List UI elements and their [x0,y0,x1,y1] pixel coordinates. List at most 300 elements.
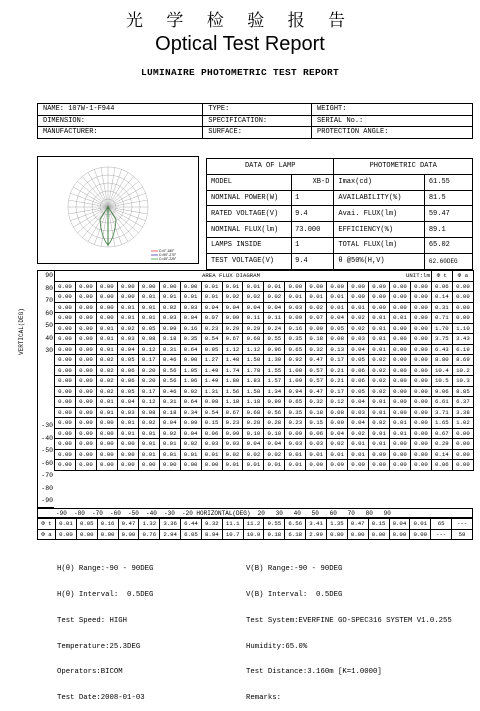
flux-cell: 0.01 [285,460,306,471]
phi-a-cell: 8.69 [452,355,473,366]
flux-cell: 0.01 [96,344,117,355]
flux-cell: 0.01 [117,313,138,324]
flux-row [55,302,474,313]
flux-cell: 0.10 [243,428,264,439]
flux-cell: 0.13 [327,344,348,355]
flux-cell: 0.21 [327,365,348,376]
total-cell: 59 [452,529,473,540]
flux-cell: 0.21 [327,376,348,387]
flux-cell: 0.00 [75,281,96,292]
flux-cell: 0.02 [264,449,285,460]
flux-cell: 0.00 [55,302,76,313]
lamp-param-label: LAMPS INSIDE [207,237,292,253]
flux-cell: 0.00 [138,460,159,471]
flux-cell: 0.07 [306,313,327,324]
flux-cell: 0.00 [75,365,96,376]
flux-cell: 0.02 [369,365,390,376]
y-tick-label: 70 [45,297,53,304]
flux-cell: 0.09 [327,418,348,429]
flux-cell: 1.34 [264,386,285,397]
flux-cell: 0.04 [264,439,285,450]
flux-cell: 0.15 [306,418,327,429]
flux-cell: 0.04 [348,418,369,429]
meta-line: V(B) Range:-90 - 90DEG [246,565,343,574]
total-cell: 3.41 [306,519,327,530]
flux-cell: 1.48 [222,355,243,366]
flux-cell: 0.00 [75,313,96,324]
flux-cell: 0.00 [410,439,431,450]
flux-cell: 0.01 [159,439,180,450]
flux-cell: 0.01 [327,449,348,460]
lamp-param-value: 1 [292,237,334,253]
flux-cell: 0.00 [410,355,431,366]
flux-cell: 0.68 [243,407,264,418]
flux-cell: 1.50 [243,355,264,366]
flux-cell: 0.00 [410,292,431,303]
flux-cell: 0.02 [96,386,117,397]
total-cell: 2.94 [160,529,181,540]
flux-cell: 0.03 [285,439,306,450]
flux-cell: 0.10 [264,428,285,439]
phi-t-cell: 0.06 [431,281,452,292]
total-cell: 0.76 [139,529,160,540]
flux-cell: 0.00 [390,376,411,387]
legend-entry: C=45°-225° [159,257,177,261]
flux-cell: 0.46 [159,355,180,366]
flux-cell: 0.01 [243,281,264,292]
flux-cell: 1.27 [201,355,222,366]
flux-cell: 0.02 [180,439,201,450]
flux-cell: 0.04 [243,439,264,450]
flux-cell: 0.57 [306,365,327,376]
photometric-value: 61.55 [424,174,472,190]
flux-cell: 0.31 [159,397,180,408]
flux-cell: 0.00 [96,302,117,313]
flux-cell: 0.00 [348,281,369,292]
row-label: Φ a [38,529,56,540]
flux-cell: 0.09 [285,313,306,324]
flux-cell: 0.08 [138,407,159,418]
flux-cell: 0.05 [117,355,138,366]
phi-a-cell: 1.02 [452,418,473,429]
flux-cell: 0.04 [264,302,285,313]
flux-row [55,439,474,450]
flux-cell: 0.98 [201,397,222,408]
flux-cell: 0.01 [243,460,264,471]
flux-cell: 0.00 [410,365,431,376]
total-cell: 0.15 [368,519,389,530]
flux-cell: 0.04 [348,344,369,355]
flux-cell: 0.00 [390,365,411,376]
phi-t-column-header: Φ t [431,271,452,282]
flux-cell: 0.00 [327,460,348,471]
flux-row [55,323,474,334]
flux-cell: 0.01 [138,292,159,303]
flux-cell: 0.02 [96,355,117,366]
flux-cell: 0.00 [327,281,348,292]
flux-cell: 0.34 [180,407,201,418]
flux-cell: 0.04 [327,313,348,324]
flux-cell: 0.64 [180,344,201,355]
flux-cell: 0.01 [96,323,117,334]
lamp-data-table [206,158,473,270]
flux-cell: 0.01 [222,281,243,292]
flux-cell: 0.01 [201,292,222,303]
flux-cell: 0.18 [159,407,180,418]
flux-cell: 0.20 [138,365,159,376]
flux-cell: 0.65 [285,344,306,355]
flux-cell: 0.02 [348,428,369,439]
total-cell: 8.94 [201,529,222,540]
total-cell: 0.80 [326,529,347,540]
flux-row [55,281,474,292]
flux-row [55,418,474,429]
flux-cell: 0.92 [285,355,306,366]
flux-cell: 0.01 [159,449,180,460]
total-cell: 1.35 [326,519,347,530]
phi-t-cell: 10.4 [431,365,452,376]
flux-cell: 0.01 [138,302,159,313]
y-axis-label: VERTICAL(DEG) [18,308,25,355]
phi-t-row [38,519,473,530]
flux-row [55,386,474,397]
flux-cell: 0.00 [75,460,96,471]
flux-cell: 0.96 [264,344,285,355]
flux-cell: 0.56 [264,407,285,418]
flux-cell: 0.00 [55,386,76,397]
total-cell: 0.05 [76,519,97,530]
row-label: Φ t [38,519,56,530]
flux-row [55,365,474,376]
flux-cell: 0.00 [55,418,76,429]
flux-cell: 0.16 [285,323,306,334]
flux-row [55,355,474,366]
flux-cell: 1.09 [285,376,306,387]
flux-cell: 1.18 [243,397,264,408]
flux-cell: 0.02 [348,313,369,324]
flux-cell: 0.00 [410,313,431,324]
flux-cell: 0.00 [55,355,76,366]
total-cell: --- [431,529,452,540]
flux-cell: 0.00 [369,302,390,313]
flux-cell: 0.23 [285,418,306,429]
photometric-value: 81.5 [424,190,472,206]
flux-cell: 0.17 [138,355,159,366]
test-conditions-left [57,548,153,711]
flux-cell: 0.01 [390,428,411,439]
report-title-chinese: 光 学 检 验 报 告 [125,11,355,31]
meta-line: H(θ) Interval: 0.5DEG [57,590,154,599]
x-axis-ticks: -90 -80 -70 -60 -50 -40 -30 -20 HORIZONTAL(DEG) 20 30 40 50 60 70 80 90 [56,510,391,517]
total-cell: 9.32 [201,519,222,530]
phi-a-cell: 0.00 [452,428,473,439]
flux-row [55,407,474,418]
flux-cell: 0.67 [222,334,243,345]
flux-cell: 0.00 [390,407,411,418]
flux-row [55,428,474,439]
area-flux-table [54,270,474,471]
photometric-data-header: PHOTOMETRIC DATA [334,159,473,175]
flux-cell: 0.00 [75,407,96,418]
flux-cell: 0.04 [243,302,264,313]
flux-cell: 0.99 [264,397,285,408]
lamp-header-row [207,159,473,175]
flux-cell: 0.00 [55,449,76,460]
flux-cell: 0.04 [180,313,201,324]
specification-field: SPECIFICATION: [203,115,312,127]
flux-cell: 0.01 [369,397,390,408]
total-cell: 10.7 [222,529,243,540]
y-tick-label: 80 [45,284,53,292]
flux-cell: 0.03 [201,439,222,450]
total-cell: 0.00 [56,529,77,540]
info-table [37,103,473,139]
flux-cell: 0.01 [369,439,390,450]
flux-cell: 0.00 [117,292,138,303]
flux-cell: 0.02 [264,292,285,303]
flux-cell: 0.00 [369,449,390,460]
phi-t-cell: 0.06 [431,460,452,471]
photometric-label: EFFICIENCY(%) [334,222,424,238]
flux-cell: 0.23 [201,323,222,334]
flux-row [55,460,474,471]
flux-cell: 0.09 [306,323,327,334]
flux-cell: 0.04 [327,428,348,439]
flux-cell: 0.00 [55,292,76,303]
flux-cell: 0.18 [306,334,327,345]
phi-t-cell: 0.29 [431,439,452,450]
flux-cell: 0.06 [306,428,327,439]
lamp-row [207,206,473,222]
flux-row [55,313,474,324]
flux-cell: 0.00 [138,281,159,292]
flux-cell: 0.00 [306,460,327,471]
flux-cell: 0.02 [348,323,369,334]
flux-cell: 0.01 [96,397,117,408]
flux-cell: 0.00 [96,281,117,292]
flux-cell: 0.00 [369,292,390,303]
total-cell: 10.9 [243,529,264,540]
flux-cell: 0.00 [55,407,76,418]
flux-cell: 1.58 [243,386,264,397]
y-tick-label: -40 [41,434,53,442]
total-cell: 0.00 [97,529,118,540]
lamp-param-label: RATED VOLTAGE(V) [207,206,292,222]
flux-cell: 0.05 [348,355,369,366]
flux-cell: 0.06 [348,365,369,376]
flux-cell: 0.15 [201,418,222,429]
total-cell: 0.16 [97,519,118,530]
flux-cell: 0.00 [96,292,117,303]
flux-cell: 0.00 [180,460,201,471]
name-field: NAME: 107W-1-F944 [38,104,203,116]
flux-cell: 0.01 [285,292,306,303]
flux-cell: 0.09 [222,313,243,324]
phi-t-cell: 0.14 [431,292,452,303]
flux-cell: 0.00 [117,281,138,292]
flux-cell: 0.01 [306,292,327,303]
flux-cell: 0.00 [75,344,96,355]
flux-cell: 0.01 [117,428,138,439]
flux-cell: 0.01 [369,313,390,324]
flux-cell: 0.00 [75,397,96,408]
flux-cell: 0.00 [390,344,411,355]
flux-cell: 0.00 [410,344,431,355]
flux-cell: 0.00 [390,355,411,366]
flux-cell: 0.92 [180,386,201,397]
type-field: TYPE: [203,104,312,116]
flux-cell: 1.05 [180,365,201,376]
flux-cell: 0.05 [327,323,348,334]
phi-a-cell: 6.37 [452,397,473,408]
flux-cell: 0.06 [117,365,138,376]
flux-cell: 0.56 [159,365,180,376]
flux-cell: 0.01 [348,449,369,460]
flux-cell: 0.03 [348,334,369,345]
serial-field: SERIAL No.: [312,115,473,127]
flux-row [55,449,474,460]
flux-cell: 0.01 [285,449,306,460]
flux-cell: 0.01 [390,418,411,429]
legend-entry: C=90°-270° [159,253,177,257]
flux-cell: 0.01 [369,334,390,345]
flux-cell: 0.00 [390,292,411,303]
phi-a-cell: 3.38 [452,407,473,418]
phi-a-cell: 0.00 [452,313,473,324]
flux-cell: 0.03 [117,407,138,418]
lamp-data-header: DATA OF LAMP [207,159,334,175]
flux-cell: 0.01 [138,313,159,324]
flux-cell: 0.47 [306,355,327,366]
total-cell: 0.04 [389,519,410,530]
phi-t-cell: 0.31 [431,302,452,313]
info-row [38,115,473,127]
flux-cell: 0.31 [159,344,180,355]
flux-cell: 1.83 [243,376,264,387]
manufacturer-field: MANUFACTURER: [38,127,203,139]
flux-cell: 0.07 [201,313,222,324]
flux-cell: 0.00 [117,460,138,471]
flux-cell: 0.00 [390,281,411,292]
flux-cell: 0.00 [369,281,390,292]
flux-cell: 0.02 [369,386,390,397]
flux-cell: 1.56 [222,386,243,397]
y-tick-label: -90 [41,497,53,504]
flux-cell: 0.01 [180,292,201,303]
flux-cell: 0.00 [285,281,306,292]
flux-cell: 0.04 [180,428,201,439]
flux-cell: 0.00 [96,428,117,439]
flux-cell: 0.00 [410,460,431,471]
flux-cell: 0.01 [369,428,390,439]
phi-a-cell: 0.00 [452,281,473,292]
y-tick-label: -70 [41,472,53,479]
flux-cell: 0.02 [222,449,243,460]
meta-line: Temperature:25.3DEG [57,642,141,651]
flux-cell: 0.00 [55,460,76,471]
flux-cell: 0.67 [222,407,243,418]
dimension-field: DIMENSION: [38,115,203,127]
lamp-param-value: 9.4 [292,206,334,222]
meta-line: Humidity:65.0% [246,642,308,651]
flux-cell: 0.46 [159,386,180,397]
weight-field: WEIGHT: [312,104,473,116]
flux-cell: 0.00 [410,418,431,429]
flux-cell: 0.12 [327,397,348,408]
phi-t-cell: 1.65 [431,418,452,429]
total-cell: 6.44 [181,519,202,530]
flux-cell: 0.03 [159,313,180,324]
flux-cell: 0.02 [96,376,117,387]
flux-cell: 0.00 [390,334,411,345]
flux-cell: 0.04 [348,397,369,408]
flux-cell: 0.00 [75,449,96,460]
flux-cell: 0.00 [159,281,180,292]
total-cell: 0.01 [410,519,431,530]
meta-line: Test Date:2008-01-03 [57,694,145,703]
flux-cell: 0.32 [306,397,327,408]
photometric-label: Imax(cd) [334,174,424,190]
flux-cell: 0.01 [138,449,159,460]
flux-cell: 0.17 [327,386,348,397]
flux-cell: 0.03 [117,334,138,345]
flux-cell: 0.17 [327,355,348,366]
flux-cell: 0.00 [75,302,96,313]
flux-cell: 0.08 [327,334,348,345]
lamp-param-label: NOMINAL FLUX(lm) [207,222,292,238]
phi-a-cell: 8.85 [452,386,473,397]
total-cell: 0.00 [118,529,139,540]
flux-cell: 0.06 [117,376,138,387]
phi-t-cell: 6.43 [431,344,452,355]
phi-a-row [38,529,473,540]
flux-cell: 0.35 [285,407,306,418]
flux-cell: 0.01 [201,449,222,460]
flux-cell: 0.00 [306,281,327,292]
flux-cell: 1.57 [264,376,285,387]
meta-line: Remarks: [246,694,282,703]
y-tick-label: 30 [45,347,53,354]
flux-cell: 0.00 [159,460,180,471]
flux-cell: 0.00 [390,323,411,334]
total-cell: 3.36 [160,519,181,530]
flux-cell: 0.95 [201,344,222,355]
flux-cell: 0.00 [348,292,369,303]
flux-cell: 0.00 [390,460,411,471]
flux-row [55,344,474,355]
total-cell: 0.00 [389,529,410,540]
phi-a-cell: 0.00 [452,439,473,450]
photometric-value: 65.02 [424,237,472,253]
flux-cell: 0.12 [138,344,159,355]
flux-cell: 1.74 [222,365,243,376]
flux-cell: 0.28 [264,418,285,429]
flux-cell: 0.02 [306,302,327,313]
flux-cell: 0.01 [138,428,159,439]
y-tick-label: -50 [41,447,53,454]
flux-cell: 0.00 [201,460,222,471]
flux-totals-table [37,518,473,540]
flux-cell: 1.30 [264,355,285,366]
phi-t-cell: 10.5 [431,376,452,387]
phi-t-cell: 3.75 [431,334,452,345]
flux-cell: 0.05 [348,386,369,397]
flux-cell: 0.01 [117,418,138,429]
flux-cell: 0.00 [55,376,76,387]
flux-cell: 0.02 [159,302,180,313]
flux-cell: 0.24 [264,323,285,334]
flux-cell: 0.28 [243,418,264,429]
